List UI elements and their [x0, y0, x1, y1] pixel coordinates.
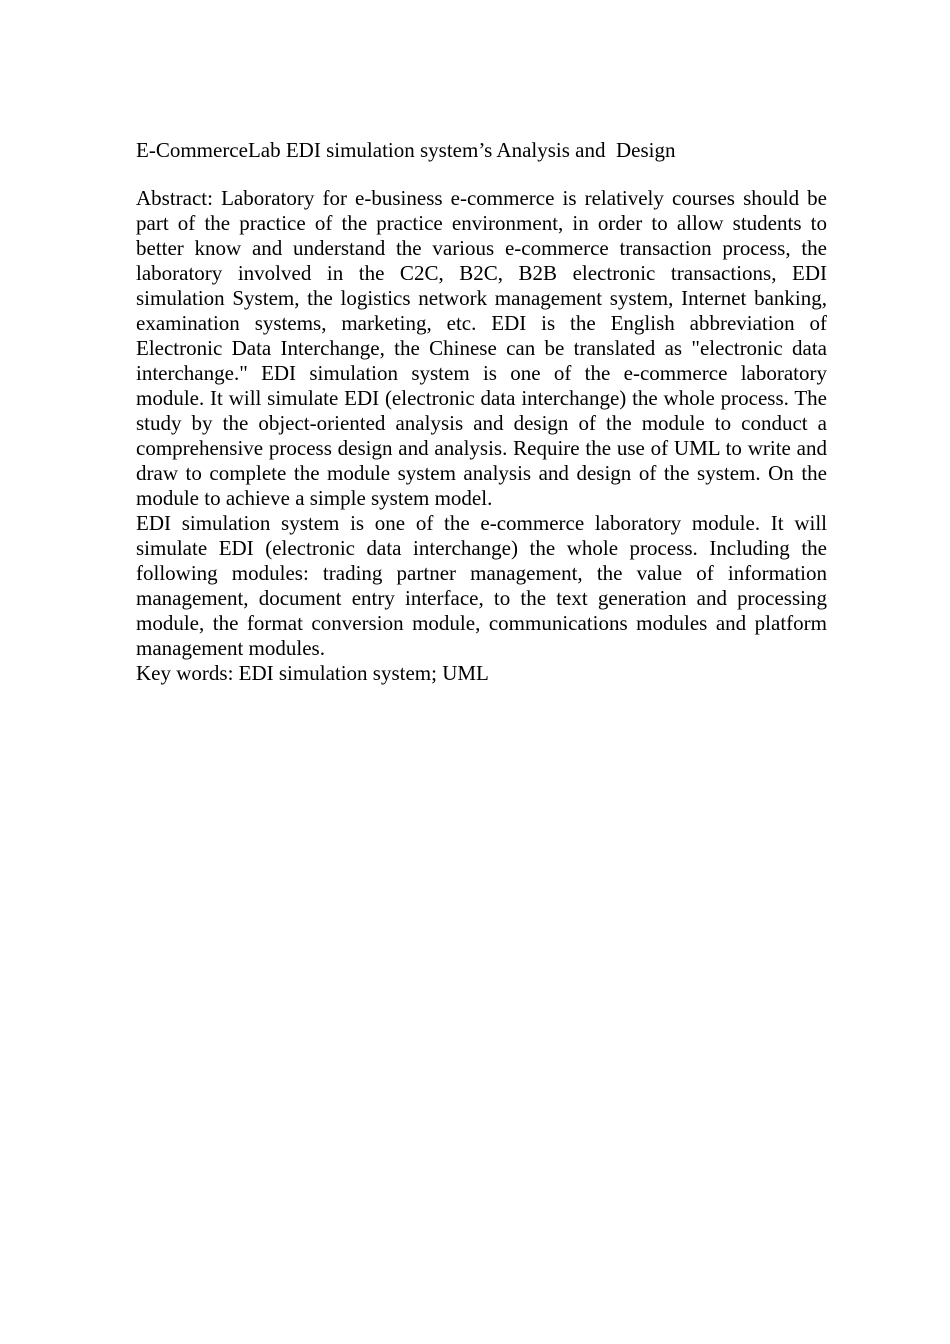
body-paragraph: EDI simulation system is one of the e-commerce laboratory module. It will simulate EDI (electronic data interchange) the whole process. Including the following modules: trading partner management, the value of information management, document entry interface, to the text generation and processing module, the format conversion module, communications modules and platform management modules. — [136, 511, 827, 660]
document-title: E-CommerceLab EDI simulation system’s Analysis and Design — [136, 138, 676, 162]
document-page — [136, 136, 827, 686]
abstract-paragraph: Abstract: Laboratory for e-business e-commerce is relatively courses should be part of the practice of the practice environment, in order to allow students to better know and understand the various e-commerce transaction process, the laboratory involved in the C2C, B2C, B2B electronic transactions, EDI simulation System, the logistics network management system, Internet banking, examination systems, marketing, etc. EDI is the English abbreviation of Electronic Data Interchange, the Chinese can be translated as "electronic data interchange." EDI simulation system is one of the e-commerce laboratory module. It will simulate EDI (electronic data interchange) the whole process. The study by the object-oriented analysis and design of the module to conduct a comprehensive process design and analysis. Require the use of UML to write and draw to complete the module system analysis and design of the system. On the module to achieve a simple system model. — [136, 186, 827, 510]
keywords-line: Key words: EDI simulation system; UML — [136, 661, 489, 685]
